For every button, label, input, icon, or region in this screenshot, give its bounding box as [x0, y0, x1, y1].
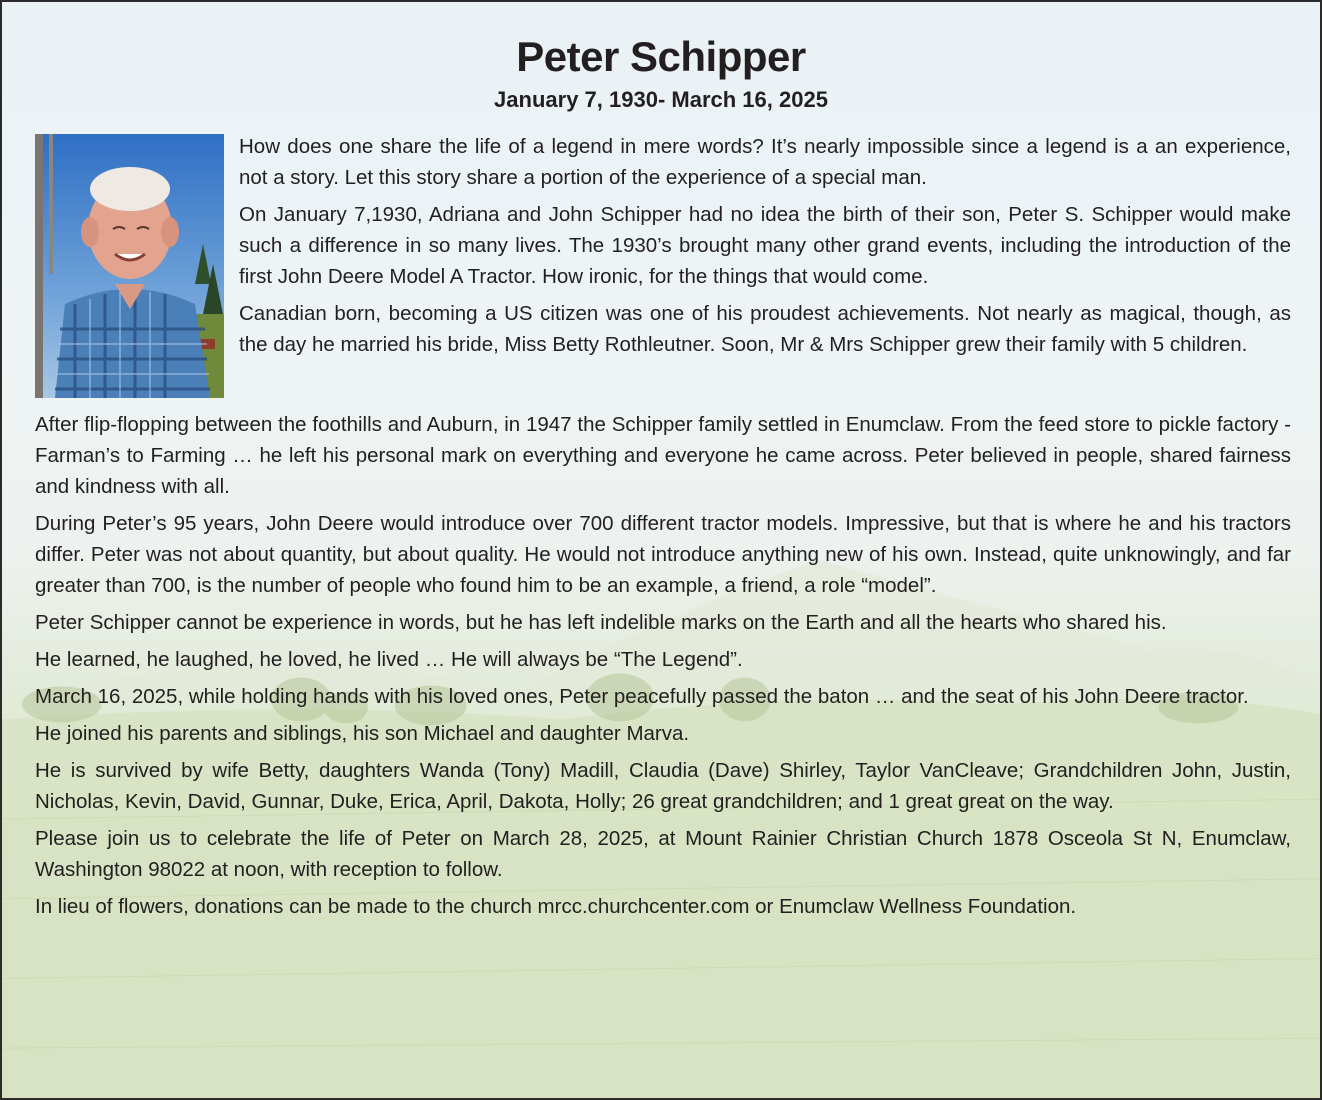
paragraph: He learned, he laughed, he loved, he lived … He will always be “The Legend”. — [35, 648, 743, 671]
portrait-photo — [35, 134, 224, 398]
obituary-dates: January 7, 1930- March 16, 2025 — [494, 87, 828, 112]
paragraph: On January 7,1930, Adriana and John Schipper had no idea the birth of their son, Peter S. Schipper would make such a difference in so many lives. The 1930’s brought many other grand events, including the introduction of the first John Deere Model A Tractor. How ironic, for the things that would come. — [239, 203, 1291, 288]
obituary-name: Peter Schipper — [516, 33, 806, 80]
paragraph: How does one share the life of a legend in mere words? It’s nearly impossible since a legend is a an experience, not a story. Let this story share a portion of the experience of a special man. — [239, 135, 1291, 189]
paragraph: Canadian born, becoming a US citizen was one of his proudest achievements. Not nearly as magical, though, as the day he married his bride, Miss Betty Rothleutner. Soon, Mr & Mrs Schipper grew their family with 5 children. — [239, 302, 1291, 356]
intro-text — [239, 131, 1291, 366]
paragraph: In lieu of flowers, donations can be made to the church mrcc.churchcenter.com or Enumclaw Wellness Foundation. — [35, 895, 1077, 918]
paragraph: March 16, 2025, while holding hands with his loved ones, Peter peacefully passed the baton … and the seat of his John Deere tractor. — [35, 685, 1249, 708]
paragraph: Peter Schipper cannot be experience in words, but he has left indelible marks on the Earth and all the hearts who shared his. — [35, 611, 1167, 634]
portrait-illustration — [35, 134, 224, 398]
paragraph: During Peter’s 95 years, John Deere would introduce over 700 different tractor models. Impressive, but that is where he and his tractors differ. Peter was not about quantity, but about quality. He would not introduce anything new of his own. Instead, quite unknowingly, and far greater than 700, is the number of people who found him to be an example, a friend, a role “model”. — [35, 512, 1291, 597]
paragraph: He is survived by wife Betty, daughters Wanda (Tony) Madill, Claudia (Dave) Shirley, Taylor VanCleave; Grandchildren John, Justin, Nicholas, Kevin, David, Gunnar, Duke, Erica, April, Dakota, Holly; 26 great grandchildren; and 1 great great on the way. — [35, 759, 1291, 813]
body-text — [35, 409, 1291, 928]
paragraph: After flip-flopping between the foothills and Auburn, in 1947 the Schipper family settled in Enumclaw. From the feed store to pickle factory - Farman’s to Farming … he left his personal mark on everything and everyone he came across. Peter believed in people, shared fairness and kindness with all. — [35, 413, 1291, 498]
paragraph: He joined his parents and siblings, his son Michael and daughter Marva. — [35, 722, 690, 745]
paragraph: Please join us to celebrate the life of Peter on March 28, 2025, at Mount Rainier Christian Church 1878 Osceola St N, Enumclaw, Washington 98022 at noon, with reception to follow. — [35, 827, 1291, 881]
